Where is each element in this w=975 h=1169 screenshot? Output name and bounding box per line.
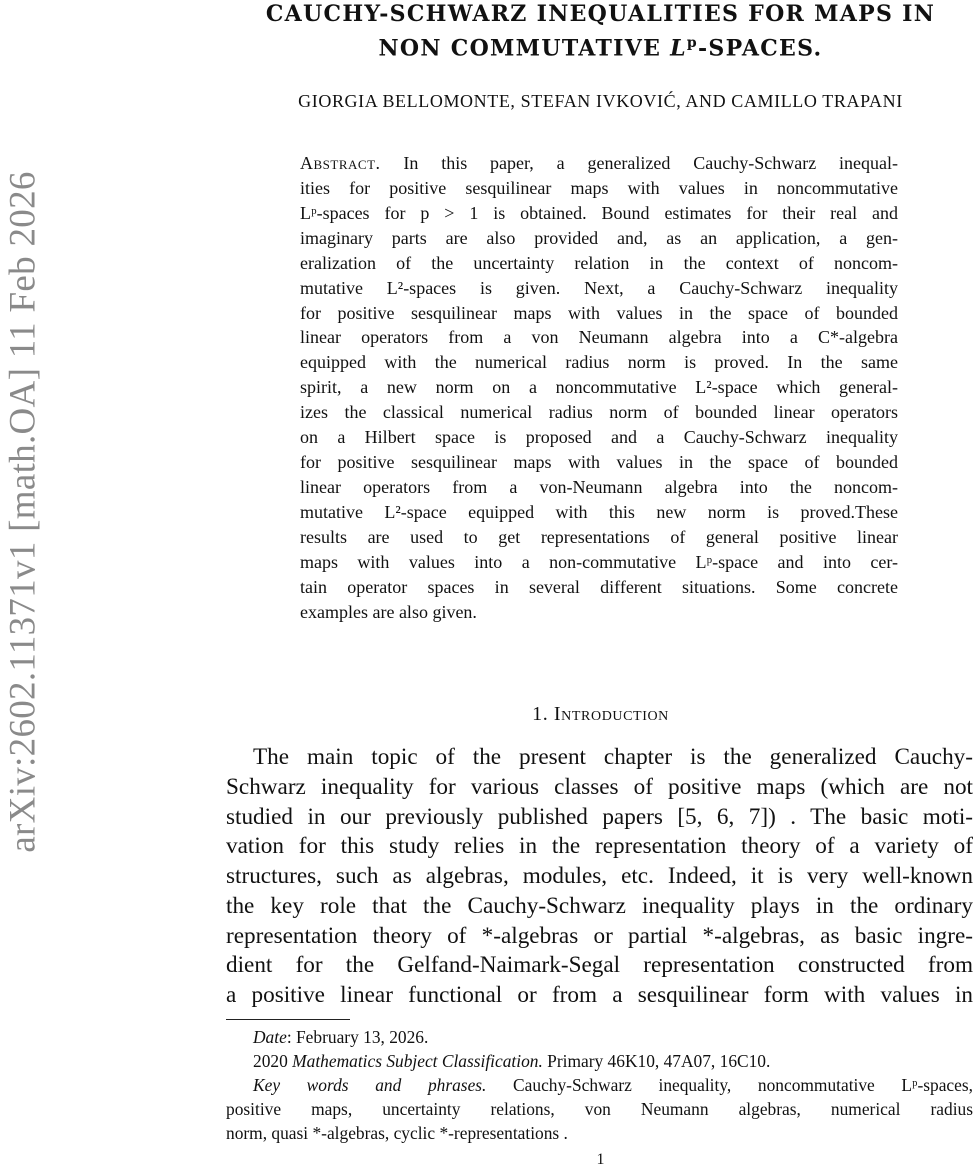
abstract-line: on a Hilbert space is proposed and a Cauchy-Schwarz inequality bbox=[300, 427, 898, 448]
paragraph-line: Schwarz inequality for various classes of positive maps (which are not bbox=[226, 773, 973, 800]
abstract-line: eralization of the uncertainty relation in the context of noncom- bbox=[300, 252, 898, 273]
paragraph-line: The main topic of the present chapter is the generalized Cauchy- bbox=[253, 744, 973, 770]
paper-title bbox=[226, 0, 975, 63]
section-number: 1. bbox=[532, 703, 549, 725]
abstract-line: imaginary parts are also provided and, as an application, a gen- bbox=[300, 227, 898, 248]
arxiv-identifier-text: arXiv:2602.11371v1 [math.OA] 11 Feb 2026 bbox=[2, 171, 44, 853]
abstract-line: equipped with the numerical radius norm is proved. In the same bbox=[300, 352, 898, 373]
paragraph-line: representation theory of *-algebras or partial *-algebras, as basic ingre- bbox=[226, 922, 973, 949]
footnotes bbox=[226, 1025, 973, 1145]
footnote-keywords-continued: positive maps, uncertainty relations, von Neumann algebras, numerical radius bbox=[226, 1099, 973, 1119]
paragraph-line: studied in our previously published papers [5, 6, 7]) . The basic moti- bbox=[226, 803, 973, 830]
abstract bbox=[300, 151, 898, 625]
abstract-line: ities for positive sesquilinear maps with values in noncommutative bbox=[300, 177, 898, 198]
footnote-keywords: Key words and phrases. Cauchy-Schwarz inequality, noncommutative Lᵖ-spaces, bbox=[253, 1075, 973, 1095]
abstract-line: Lᵖ-spaces for p > 1 is obtained. Bound estimates for their real and bbox=[300, 202, 898, 223]
abstract-line: examples are also given. bbox=[300, 601, 477, 622]
arxiv-identifier-stamp bbox=[0, 122, 46, 902]
author-list: GIORGIA BELLOMONTE, STEFAN IVKOVIĆ, AND CAMILLO TRAPANI bbox=[298, 91, 903, 111]
section-title: Introduction bbox=[553, 703, 669, 725]
paragraph-line: structures, such as algebras, modules, etc. Indeed, it is very well-known bbox=[226, 863, 973, 889]
abstract-line: for positive sesquilinear maps with values in the space of bounded bbox=[300, 452, 898, 473]
footnote-msc: 2020 Mathematics Subject Classification. Primary 46K10, 47A07, 16C10. bbox=[253, 1051, 771, 1071]
abstract-line: Abstract. In this paper, a generalized Cauchy-Schwarz inequal- bbox=[300, 153, 899, 173]
footnote-date: Date: February 13, 2026. bbox=[253, 1027, 429, 1047]
footnote-rule bbox=[226, 1019, 350, 1020]
paragraph-line: the key role that the Cauchy-Schwarz inequality plays in the ordinary bbox=[226, 892, 973, 919]
abstract-line: izes the classical numerical radius norm of bounded linear operators bbox=[300, 402, 898, 423]
abstract-line: tain operator spaces in several different situations. Some concrete bbox=[300, 576, 898, 597]
section-heading-introduction bbox=[226, 703, 975, 726]
introduction-paragraph bbox=[226, 743, 973, 1011]
footnote-keywords-end: norm, quasi *-algebras, cyclic *-representations . bbox=[226, 1123, 568, 1143]
abstract-line: for positive sesquilinear maps with values in the space of bounded bbox=[300, 302, 898, 323]
paragraph-line: a positive linear functional or from a sesquilinear form with values in bbox=[226, 982, 973, 1008]
title-line-1: CAUCHY-SCHWARZ INEQUALITIES FOR MAPS IN bbox=[265, 1, 936, 27]
abstract-line: maps with values into a non-commutative Lᵖ-space and into cer- bbox=[300, 551, 898, 572]
abstract-line: spirit, a new norm on a noncommutative L²-space which general- bbox=[300, 377, 898, 398]
paragraph-line: vation for this study relies in the representation theory of a variety of bbox=[226, 833, 973, 860]
page-number: 1 bbox=[596, 1151, 605, 1168]
title-line-2: NON COMMUTATIVE $L^p$-SPACES. bbox=[378, 35, 823, 62]
abstract-line: linear operators from a von-Neumann algebra into the noncom- bbox=[300, 476, 898, 497]
abstract-line: mutative L²-spaces is given. Next, a Cauchy-Schwarz inequality bbox=[300, 277, 898, 298]
abstract-line: results are used to get representations of general positive linear bbox=[300, 526, 898, 547]
abstract-line: linear operators from a von Neumann algebra into a C*-algebra bbox=[300, 327, 898, 348]
abstract-line: mutative L²-space equipped with this new norm is proved.These bbox=[300, 501, 898, 522]
paragraph-line: dient for the Gelfand-Naimark-Segal representation constructed from bbox=[226, 952, 973, 979]
abstract-heading: Abstract. bbox=[300, 153, 381, 173]
